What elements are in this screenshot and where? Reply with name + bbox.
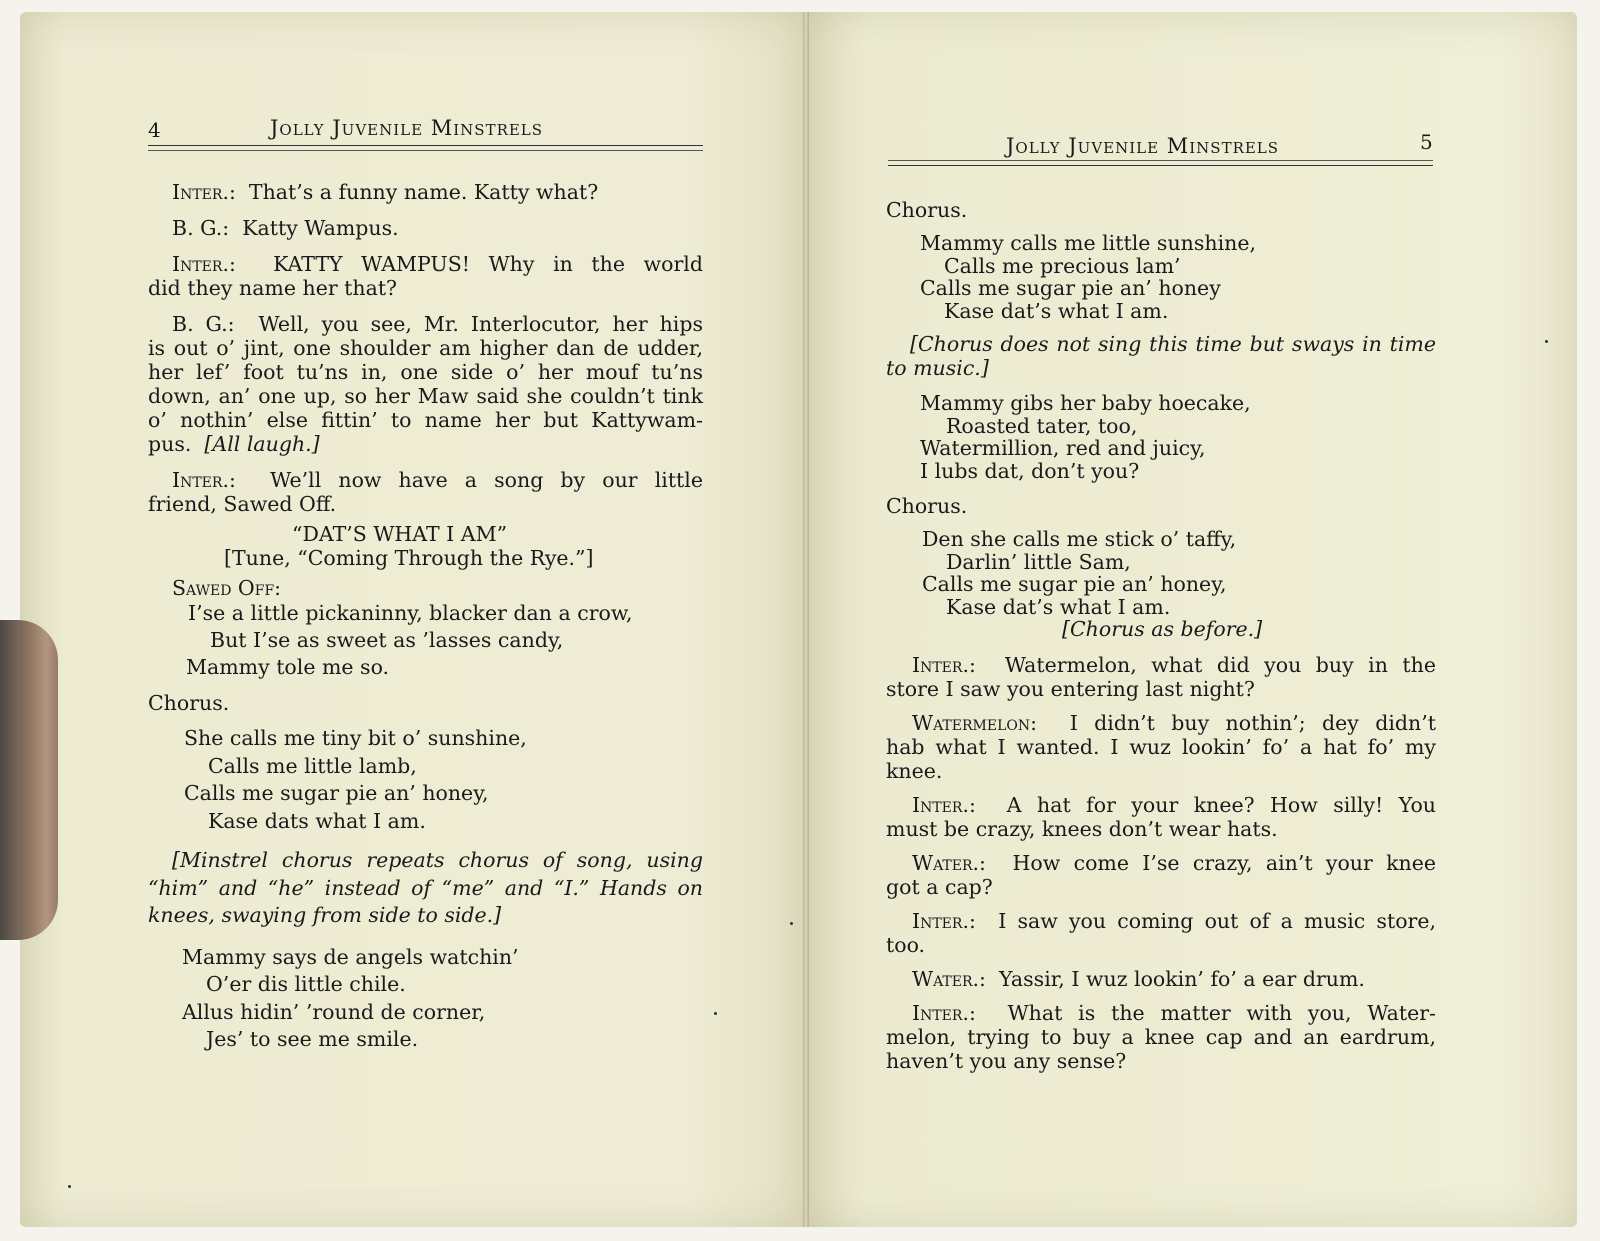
page-number-left: 4 <box>148 118 161 142</box>
running-header-left: Jolly Juvenile Minstrels <box>270 116 544 140</box>
verse-line: Allus hidin’ ’round de corner, <box>182 999 486 1024</box>
dialogue-1 <box>886 653 1436 701</box>
book-gutter <box>803 12 809 1227</box>
line-text: Yassir, I wuz lookin’ fo’ a ear drum. <box>998 966 1365 991</box>
dialogue-7 <box>886 1001 1436 1073</box>
verse-line: Mammy tole me so. <box>186 655 390 679</box>
dialogue-2 <box>886 711 1436 783</box>
speaker: Inter.: <box>172 180 236 204</box>
speaker: B. G.: <box>172 216 230 240</box>
verse-line: Mammy calls me little sunshine, <box>920 231 1256 255</box>
dialogue-5 <box>886 909 1436 957</box>
chorus-label: Chorus. <box>886 494 968 518</box>
line-text: How come I’se crazy, ain’t your knee <box>1012 850 1436 875</box>
para-line <box>886 967 1436 991</box>
para-line: o’ nothin’ else fittin’ to name her but Kattywam- <box>148 408 703 432</box>
dialogue-6 <box>886 967 1436 991</box>
line-text: Well, you see, Mr. Interlocutor, her hips <box>258 312 703 336</box>
stage-line: “him” and “he” instead of “me” and “I.” Hands on <box>148 875 703 900</box>
header-rule-right <box>888 160 1433 161</box>
page-number-right: 5 <box>1420 130 1433 154</box>
singer-label: Sawed Off: <box>172 576 282 600</box>
line-text: A hat for your knee? How silly! You <box>1006 792 1436 817</box>
paper-speck <box>714 1012 717 1015</box>
chorus-1 <box>148 725 703 835</box>
para-line <box>886 909 1436 933</box>
verse-line: She calls me tiny bit o’ sunshine, <box>184 726 527 750</box>
verse-line: I’se a little pickaninny, blacker dan a crow, <box>188 601 633 625</box>
song-tune: [Tune, “Coming Through the Rye.”] <box>224 546 594 570</box>
line-text: pus. <box>148 432 192 456</box>
para-line: friend, Sawed Off. <box>148 492 337 516</box>
line-text: What is the matter with you, Water- <box>1007 1000 1436 1025</box>
para-line: melon, trying to buy a knee cap and an eardrum, <box>886 1024 1436 1049</box>
chorus-label: Chorus. <box>886 198 968 222</box>
verse-line: Mammy gibs her baby hoecake, <box>920 391 1251 415</box>
chorus-2 <box>886 232 1436 322</box>
line-text: I saw you coming out of a music store, <box>998 908 1436 933</box>
right-page-text <box>886 198 1436 1073</box>
dialogue-line <box>148 216 703 240</box>
line-text: Watermelon, what did you buy in the <box>1004 652 1436 677</box>
stage-line: to music.] <box>886 356 989 380</box>
song-title: “DAT’S WHAT I AM” <box>292 522 508 546</box>
verse-line: O’er dis little chile. <box>206 972 406 996</box>
verse-line: Calls me precious lam’ <box>944 253 1181 278</box>
dialogue-4 <box>886 851 1436 899</box>
verse-line: Watermillion, red and juicy, <box>920 436 1206 460</box>
speaker: Water.: <box>912 966 986 991</box>
header-rule-left-2 <box>148 150 703 151</box>
verse-line: Kase dats what I am. <box>208 808 426 833</box>
para-line <box>148 432 703 456</box>
chorus-label: Chorus. <box>148 691 230 715</box>
verse-line: Kase dat’s what I am. <box>946 594 1171 619</box>
verse-line: I lubs dat, don’t you? <box>920 458 1140 483</box>
speaker: Inter.: <box>912 652 976 677</box>
para-line: too. <box>886 932 926 957</box>
line-text: Katty Wampus. <box>242 216 399 240</box>
verse-line: Calls me sugar pie an’ honey, <box>922 572 1227 596</box>
dialogue-3 <box>886 793 1436 841</box>
para-line: haven’t you any sense? <box>886 1048 1127 1073</box>
speaker: Water.: <box>912 850 986 875</box>
thumb <box>0 620 58 940</box>
speaker: Inter.: <box>912 908 976 933</box>
para-line <box>886 793 1436 817</box>
left-page-text <box>148 180 703 1054</box>
speaker: Inter.: <box>172 468 236 492</box>
speaker: Watermelon: <box>912 710 1037 735</box>
stage-line: [Chorus does not sing this time but sways in time <box>910 332 1436 356</box>
para-line <box>886 1001 1436 1025</box>
stage-direction: [All laugh.] <box>204 432 320 456</box>
para-line <box>886 851 1436 875</box>
para-line: hab what I wanted. I wuz lookin’ fo’ a hat fo’ my <box>886 734 1436 759</box>
dialogue-line <box>148 180 703 204</box>
para-line: her lef’ foot tu’ns in, one side o’ her mouf tu’ns <box>148 360 703 384</box>
para-line: got a cap? <box>886 874 993 899</box>
verse-line: Jes’ to see me smile. <box>206 1027 419 1051</box>
running-header-right: Jolly Juvenile Minstrels <box>1006 134 1280 158</box>
verse-3 <box>886 392 1436 482</box>
para-line: is out o’ jint, one shoulder am higher dan de udder, <box>148 336 703 360</box>
line-text: I didn’t buy nothin’; dey didn’t <box>1069 710 1436 735</box>
para-line: store I saw you entering last night? <box>886 676 1255 701</box>
verse-2 <box>148 944 703 1054</box>
verse-line: Kase dat’s what I am. <box>944 298 1169 323</box>
verse-line: Darlin’ little Sam, <box>946 549 1131 574</box>
para-line <box>886 711 1436 735</box>
header-rule-left <box>148 145 703 146</box>
verse-line: Den she calls me stick o’ taffy, <box>922 527 1237 551</box>
line-text: We’ll now have a song by our little <box>270 468 703 492</box>
verse-line: Calls me sugar pie an’ honey <box>920 276 1221 300</box>
dialogue-line <box>148 252 703 276</box>
stage-line: knees, swaying from side to side.] <box>148 903 502 927</box>
stage-direction-3: [Chorus as before.] <box>1062 617 1263 641</box>
para-line <box>148 312 703 336</box>
stage-direction-1 <box>148 847 703 930</box>
para-line: must be crazy, knees don’t wear hats. <box>886 816 1278 841</box>
paragraph-inter <box>148 468 703 516</box>
header-rule-right-2 <box>888 165 1433 166</box>
stage-direction-2 <box>886 332 1436 380</box>
speaker: Inter.: <box>172 252 236 276</box>
para-line: down, an’ one up, so her Maw said she couldn’t tink <box>148 384 703 408</box>
verse-line: Calls me sugar pie an’ honey, <box>184 781 489 805</box>
para-line <box>886 653 1436 677</box>
verse-1 <box>148 600 703 681</box>
speaker: B. G.: <box>172 312 235 336</box>
verse-line: Mammy says de angels watchin’ <box>182 944 519 969</box>
verse-line: Roasted tater, too, <box>946 413 1138 438</box>
paper-speck <box>790 922 793 925</box>
speaker: Inter.: <box>912 792 976 817</box>
line-text: KATTY WAMPUS! Why in the world <box>273 252 703 276</box>
dialogue-line: did they name her that? <box>148 276 398 300</box>
paragraph-bg <box>148 312 703 456</box>
verse-line: But I’se as sweet as ’lasses candy, <box>210 628 564 652</box>
para-line: knee. <box>886 758 943 783</box>
chorus-3 <box>886 528 1436 641</box>
paper-speck <box>68 1185 71 1188</box>
para-line <box>148 468 703 492</box>
line-text: That’s a funny name. Katty what? <box>248 180 599 204</box>
verse-line: Calls me little lamb, <box>208 753 417 778</box>
stage-line: [Minstrel chorus repeats chorus of song, using <box>172 848 703 872</box>
speaker: Inter.: <box>912 1000 976 1025</box>
paper-speck <box>1545 340 1548 343</box>
